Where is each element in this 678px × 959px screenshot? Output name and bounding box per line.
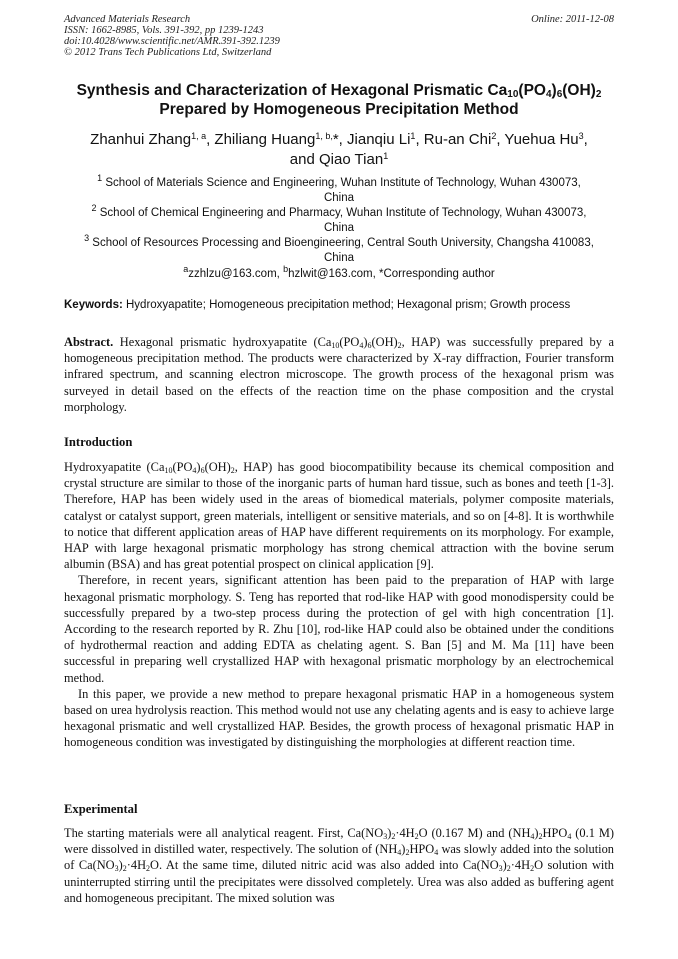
journal-header <box>64 14 280 58</box>
introduction-heading: Introduction <box>64 435 133 449</box>
author: Ru-an Chi <box>423 131 492 148</box>
abstract-label: Abstract. <box>64 335 114 349</box>
paragraph: The starting materials were all analytical reagent. First, $Ca(NO_3)_2\cdot 4H_2O$ (0.167 M) and $(NH_4)_2HPO_4$ (0.1 M) were dissolved in distilled water, respectively. The solution of $(NH_4)_2HPO_4$ was slowly added into the solution of $Ca(NO_3)_2\cdot 4H_2O$. At the same time, diluted nitric acid was also added into $Ca(NO_3)_2\cdot 4H_2O$ solution with uninterrupted stirring until the precipitates were dissolved completely. Urea was also added as buffering agent and homogeneous precipitant. The mixed solution was <box>64 826 614 905</box>
experimental-heading: Experimental <box>64 802 138 816</box>
title-line-2: Prepared by Homogeneous Precipitation Method <box>159 101 519 118</box>
affiliation: $^3$ School of Resources Processing and Bioengineering, Central South University, Changsha 410083, China <box>84 233 594 264</box>
authors-line-2: and Qiao Tian$^1$ <box>289 151 389 168</box>
online-date: Online: 2011-12-08 <box>531 14 614 25</box>
author: Jianqiu Li <box>347 131 411 148</box>
abstract: Abstract. Hexagonal prismatic hydroxyapatite ($Ca_{10}(PO_4)_6(OH)_2$, HAP) was successfully prepared by a homogeneous precipitation method. The products were characterized by X-ray diffraction, Fourier transform infrared spectrum, and scanning electron microscope. The growth process of the hexagonal prism was surveyed in detail based on the effects of the reaction time on the phase composition and the crystal morphology. <box>64 335 614 414</box>
doi-line: doi:10.4028/www.scientific.net/AMR.391-392.1239 <box>64 36 280 47</box>
author: Yuehua Hu <box>504 131 579 148</box>
introduction-body <box>64 459 614 751</box>
affiliation: $^2$ School of Chemical Engineering and Pharmacy, Wuhan Institute of Technology, Wuhan 430073, China <box>91 203 587 234</box>
author-list <box>50 130 628 170</box>
paragraph: Therefore, in recent years, significant attention has been paid to the preparation of HAP with large hexagonal prismatic morphology. S. Teng has reported that rod-like HAP with good monodispersity could be successfully prepared by a two-step process during the protection of gel with high concentration [1]. According to the research reported by R. Zhu [10], rod-like HAP could also be obtained under the conditions of hydrothermal reaction and adding EDTA as chelating agent. S. Ban [5] and M. Ma [11] have been successful in preparing well crystallized HAP with hexagonal prismatic morphology by an electrochemical method. <box>64 573 614 685</box>
author: and Qiao Tian <box>289 151 384 168</box>
copyright-line: © 2012 Trans Tech Publications Ltd, Switzerland <box>64 47 272 58</box>
affiliation-list <box>60 173 618 266</box>
authors-line-1: Zhanhui Zhang$^{1, a}$, Zhiliang Huang$^{1, b,}$*, Jianqiu Li$^1$, Ru-an Chi$^2$, Yuehua Hu$^3$, <box>90 131 588 148</box>
experimental-body <box>64 825 614 906</box>
title-line-1: Synthesis and Characterization of Hexagonal Prismatic $Ca_{10}(PO_4)_6(OH)_2$ <box>76 82 602 100</box>
author: Zhiliang Huang <box>214 131 316 148</box>
affiliation: $^1$ School of Materials Science and Engineering, Wuhan Institute of Technology, Wuhan 430073, China <box>97 173 581 204</box>
paragraph: In this paper, we provide a new method to prepare hexagonal prismatic HAP in a homogeneous system based on urea hydrolysis reaction. This method would not use any chelating agents and is easy to achieve large hexagonal prismatic and well crystallized HAP. Besides, the growth process of hexagonal prismatic HAP in homogeneous condition was investigated by distinguishing the morphologies at different reaction time. <box>64 686 614 750</box>
contact-emails: $^a$zzhlzu@163.com, $^b$hzlwit@163.com, *Corresponding author <box>183 264 495 280</box>
keywords-text: Hydroxyapatite; Homogeneous precipitation method; Hexagonal prism; Growth process <box>122 299 571 311</box>
keywords-label: Keywords: <box>64 299 123 311</box>
author: Zhanhui Zhang <box>90 131 192 148</box>
journal-name: Advanced Materials Research <box>64 14 191 25</box>
paper-title <box>50 81 628 119</box>
paragraph: Hydroxyapatite ($Ca_{10}(PO_4)_6(OH)_2$, HAP) has good biocompatibility because its chemical composition and crystal structure are similar to those of the inorganic parts of human hard tissue, such as bones and teeth [1-3]. Therefore, HAP has been widely used in the areas of biomedical materials, polymer composite materials, catalyst or catalyst support, green materials, intelligent or sensitive materials, and so on [4-8]. It is worthwhile to notice that different application areas of HAP have different requirements on its morphology. For example, HAP with large hexagonal prismatic morphology has strong chemical attraction with the bovine serum albumin (BSA) and has great potential prospect on clinical application [9]. <box>64 460 615 572</box>
keywords <box>64 298 624 313</box>
issn-line: ISSN: 1662-8985, Vols. 391-392, pp 1239-1243 <box>64 25 264 36</box>
